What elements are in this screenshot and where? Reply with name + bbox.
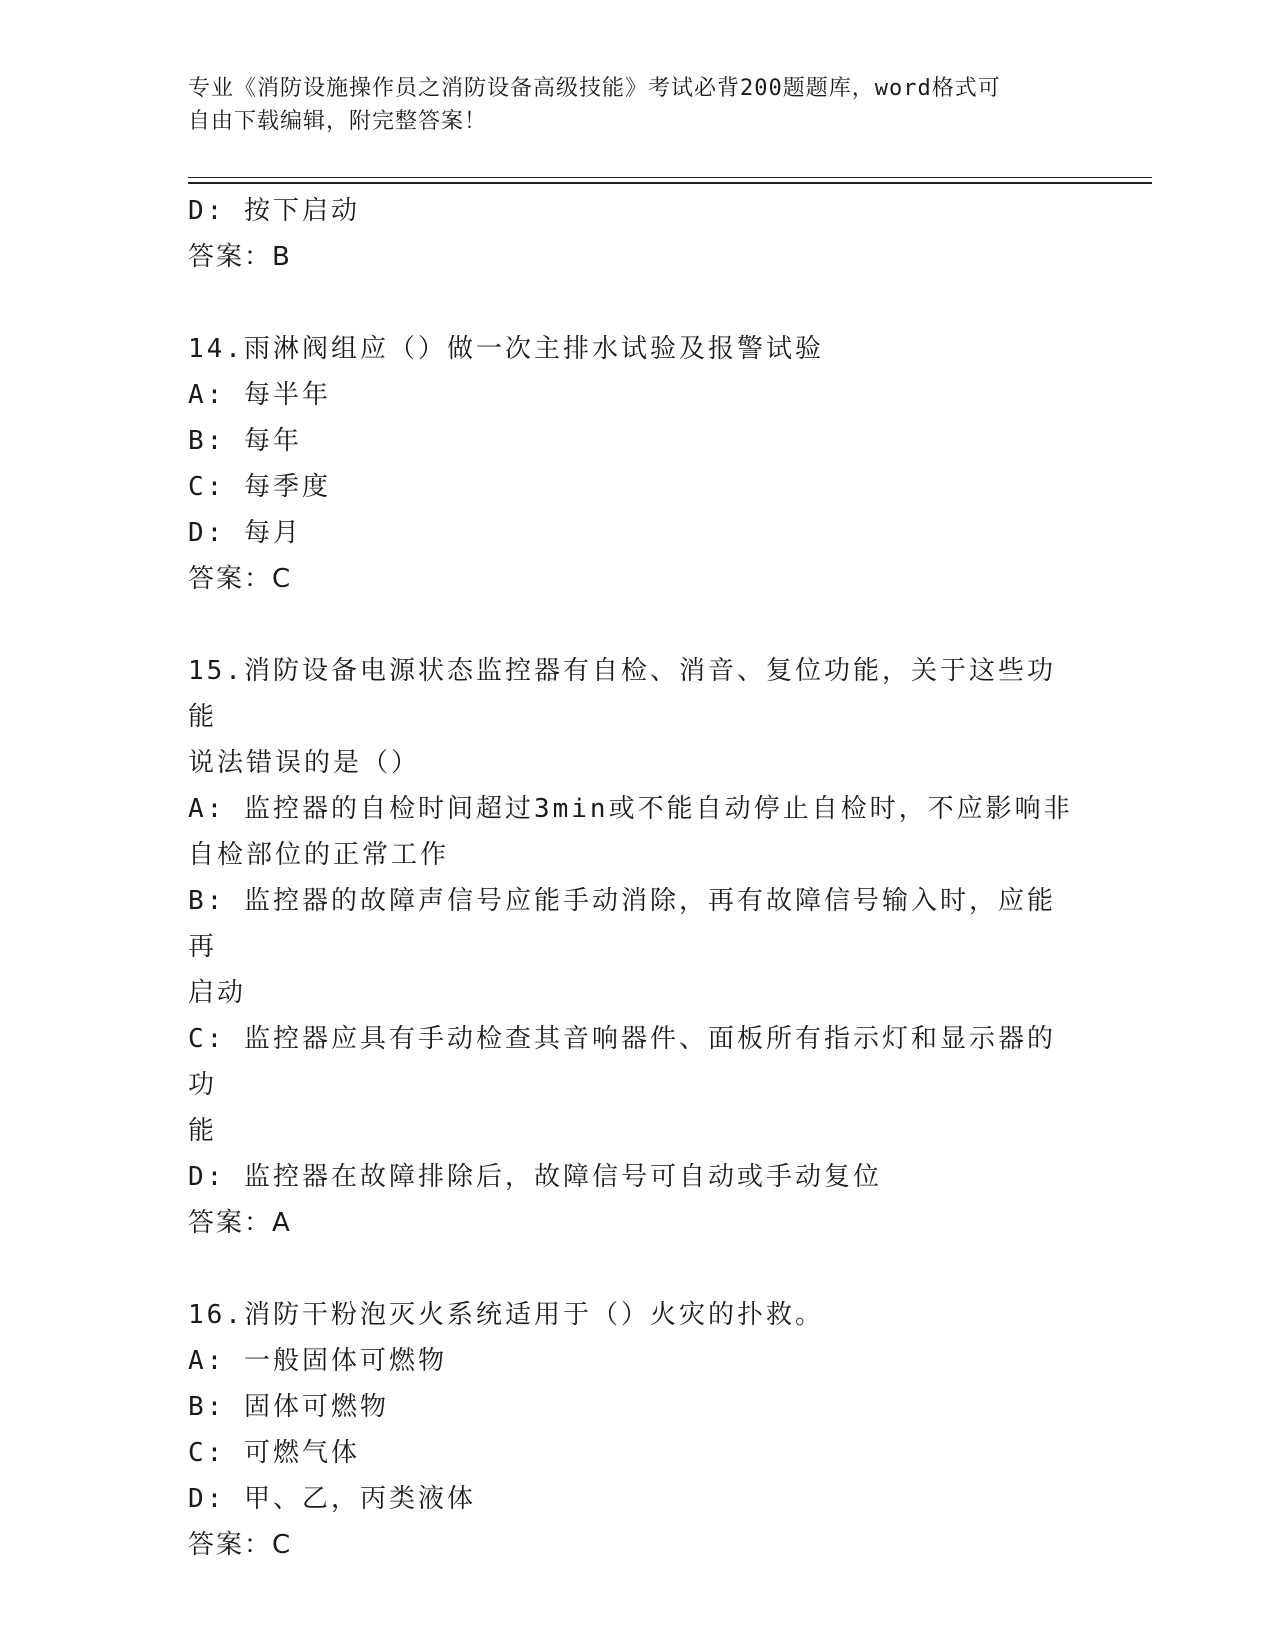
option-a: A: 每半年: [188, 380, 331, 410]
option-b: B: 每年: [188, 426, 302, 456]
question-stem-line-2: 说法错误的是（）: [188, 748, 421, 778]
answer: 答案：C: [188, 1530, 293, 1560]
option-d: D: 监控器在故障排除后，故障信号可自动或手动复位: [188, 1162, 882, 1192]
carryover-option-d: D: 按下启动: [188, 196, 360, 226]
question-16: [188, 1292, 1078, 1568]
option-b: B: 固体可燃物: [188, 1392, 389, 1422]
option-b-line-1: B: 监控器的故障声信号应能手动消除，再有故障信号输入时，应能再: [188, 886, 1056, 962]
option-c: C: 可燃气体: [188, 1438, 360, 1468]
answer: 答案：A: [188, 1208, 292, 1238]
question-14: [188, 326, 1078, 602]
option-d: D: 每月: [188, 518, 302, 548]
question-stem-line-1: 15.消防设备电源状态监控器有自检、消音、复位功能，关于这些功能: [188, 656, 1056, 732]
option-a-line-1: A: 监控器的自检时间超过3min或不能自动停止自检时，不应影响非: [188, 794, 1073, 824]
question-list: [188, 188, 1078, 1568]
carryover-answer: 答案：B: [188, 242, 292, 272]
document-header: [188, 72, 1068, 138]
question-15: [188, 648, 1078, 1246]
option-c: C: 每季度: [188, 472, 331, 502]
option-c-line-1: C: 监控器应具有手动检查其音响器件、面板所有指示灯和显示器的功: [188, 1024, 1056, 1100]
option-d: D: 甲、乙，丙类液体: [188, 1484, 476, 1514]
question-stem: 14.雨淋阀组应（）做一次主排水试验及报警试验: [188, 334, 824, 364]
header-line-1: 专业《消防设施操作员之消防设备高级技能》考试必背200题题库，word格式可: [188, 76, 1001, 101]
question-stem: 16.消防干粉泡灭火系统适用于（）火灾的扑救。: [188, 1300, 824, 1330]
header-line-2: 自由下载编辑，附完整答案！: [188, 109, 488, 134]
answer: 答案：C: [188, 564, 293, 594]
option-c-line-2: 能: [188, 1116, 218, 1146]
header-divider-thin: [188, 177, 1152, 178]
option-b-line-2: 启动: [188, 978, 247, 1008]
option-a: A: 一般固体可燃物: [188, 1346, 447, 1376]
header-divider-thick: [188, 182, 1152, 184]
option-a-line-2: 自检部位的正常工作: [188, 840, 450, 870]
